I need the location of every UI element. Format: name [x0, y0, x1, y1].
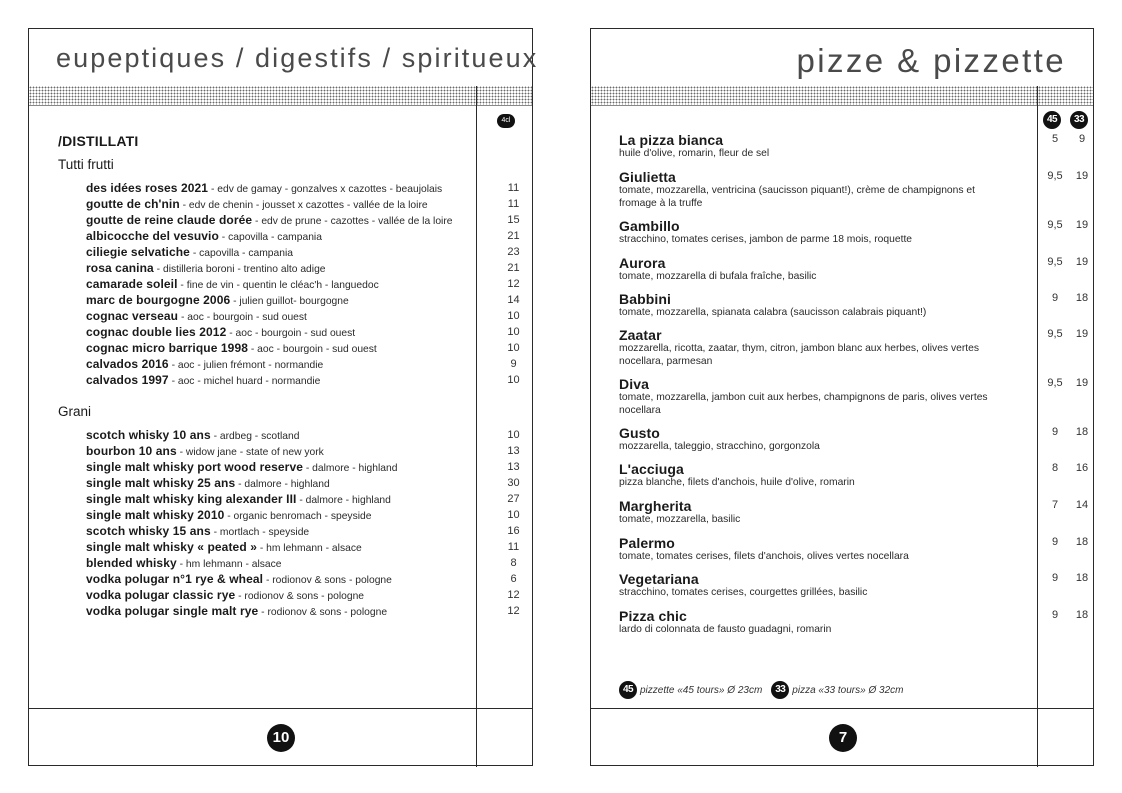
- section-title: /DISTILLATI: [58, 133, 139, 149]
- spirit-item: [86, 324, 528, 340]
- spirit-name: rosa canina: [86, 261, 154, 275]
- spirit-name: camarade soleil: [86, 277, 178, 291]
- spirit-name: cognac micro barrique 1998: [86, 341, 248, 355]
- spirit-description: - aoc - bourgoin - sud ouest: [226, 328, 356, 339]
- spirit-item: [86, 276, 528, 292]
- pizza-price-45: 9: [1051, 536, 1059, 548]
- spirit-item: [86, 308, 528, 324]
- pizza-price-33: 18: [1075, 426, 1089, 438]
- spirit-description: - rodionov & sons - pologne: [263, 575, 392, 586]
- pizza-description: huile d'olive, romarin, fleur de sel: [619, 148, 770, 159]
- pizza-description: tomate, mozzarella, spianata calabra (saucisson calabrais piquant!): [619, 307, 927, 318]
- pizza-price-33: 19: [1075, 256, 1089, 268]
- spirit-price: 13: [507, 461, 520, 473]
- pizza-price-33: 16: [1075, 462, 1089, 474]
- spirit-price: 10: [507, 326, 520, 338]
- pizza-price-45: 9,5: [1047, 328, 1063, 340]
- spirit-item: [86, 340, 528, 356]
- pizza-price-45: 7: [1051, 499, 1059, 511]
- pizza-price-45: 9: [1051, 426, 1059, 438]
- pizza-price-33: 19: [1075, 219, 1089, 231]
- spirit-name: bourbon 10 ans: [86, 444, 177, 458]
- size-badge-33: 33: [771, 681, 789, 699]
- spirit-description: - rodionov & sons - pologne: [235, 591, 365, 602]
- pizza-item: [619, 327, 1089, 368]
- spirit-description: - widow jane - state of new york: [176, 447, 324, 458]
- pizza-name: Zaatar: [619, 327, 662, 343]
- size-badge-45: 45: [619, 681, 637, 699]
- spirit-price: 6: [510, 573, 517, 585]
- spirit-description: - aoc - bourgoin - sud ouest: [248, 344, 377, 355]
- spirit-description: - edv de prune - cazottes - vallée de la loire: [252, 216, 453, 227]
- size-legend: [619, 681, 912, 699]
- pizza-item: [619, 571, 1089, 600]
- pizza-item: [619, 535, 1089, 564]
- page-title: pizze & pizzette: [796, 42, 1066, 79]
- spirit-price: 10: [507, 342, 520, 354]
- spirit-description: - dalmore - highland: [296, 495, 391, 506]
- spirit-description: - distilleria boroni - trentino alto adige: [153, 264, 326, 275]
- spirit-price: 8: [510, 557, 517, 569]
- footer-divider: [29, 708, 532, 709]
- pizza-description: pizza blanche, filets d'anchois, huile d'olive, romarin: [619, 477, 855, 488]
- spirit-item: [86, 459, 528, 475]
- pizza-item: [619, 425, 1089, 454]
- spirit-price: 11: [507, 541, 520, 553]
- spirit-description: - mortlach - speyside: [210, 527, 310, 538]
- spirit-description: - rodionov & sons - pologne: [258, 607, 388, 618]
- spirit-item: [86, 228, 528, 244]
- pizza-item: [619, 291, 1089, 320]
- page-number-badge: 10: [267, 724, 295, 752]
- spirit-item: [86, 180, 528, 196]
- spirit-price: 27: [507, 493, 520, 505]
- pizza-price-33: 9: [1078, 133, 1086, 145]
- spirit-item: [86, 475, 528, 491]
- pizza-price-33: 19: [1075, 328, 1089, 340]
- spirit-name: scotch whisky 10 ans: [86, 428, 211, 442]
- spirit-description: - dalmore - highland: [303, 463, 398, 474]
- spirit-price: 11: [507, 198, 520, 210]
- spirit-description: - aoc - julien frémont - normandie: [168, 360, 324, 371]
- spirit-price: 23: [507, 246, 520, 258]
- spirit-name: single malt whisky king alexander III: [86, 492, 297, 506]
- unit-badge: 4cl: [497, 114, 515, 128]
- spirit-name: blended whisky: [86, 556, 177, 570]
- spirit-description: - hm lehmann - alsace: [176, 559, 282, 570]
- spirit-item: [86, 292, 528, 308]
- pizza-description: mozzarella, taleggio, stracchino, gorgonzola: [619, 441, 820, 452]
- spirit-price: 12: [507, 589, 520, 601]
- page-number-badge: 7: [829, 724, 857, 752]
- spirit-item: [86, 507, 528, 523]
- pizza-price-45: 9,5: [1047, 377, 1063, 389]
- dotted-band: [29, 86, 532, 106]
- pizza-price-45: 9: [1051, 572, 1059, 584]
- pizza-name: Vegetariana: [619, 571, 699, 587]
- pizza-price-45: 9,5: [1047, 170, 1063, 182]
- spirit-name: ciliegie selvatiche: [86, 245, 190, 259]
- spirit-price: 21: [507, 262, 520, 274]
- spirits-list: [86, 427, 528, 619]
- spirit-description: - capovilla - campania: [189, 248, 293, 259]
- legend-text: pizza «33 tours» Ø 32cm: [792, 684, 904, 696]
- pizza-price-33: 19: [1075, 170, 1089, 182]
- spirit-price: 21: [507, 230, 520, 242]
- spirit-price: 30: [507, 477, 520, 489]
- spirit-price: 10: [507, 310, 520, 322]
- pizza-name: Babbini: [619, 291, 672, 307]
- pizza-price-45: 9,5: [1047, 219, 1063, 231]
- spirit-name: single malt whisky port wood reserve: [86, 460, 303, 474]
- spirit-item: [86, 555, 528, 571]
- spirit-price: 16: [507, 525, 520, 537]
- spirit-name: vodka polugar n°1 rye & wheal: [86, 572, 264, 586]
- spirit-price: 14: [507, 294, 520, 306]
- spirit-name: single malt whisky « peated »: [86, 540, 257, 554]
- spirit-item: [86, 260, 528, 276]
- spirit-description: - edv de gamay - gonzalves x cazottes - beaujolais: [208, 184, 443, 195]
- pizza-price-33: 14: [1075, 499, 1089, 511]
- spirit-name: marc de bourgogne 2006: [86, 293, 231, 307]
- spirit-price: 15: [507, 214, 520, 226]
- pizza-item: [619, 218, 1089, 247]
- pizza-name: L'acciuga: [619, 461, 684, 477]
- spirit-description: - hm lehmann - alsace: [256, 543, 362, 554]
- spirit-item: [86, 491, 528, 507]
- spirit-item: [86, 603, 528, 619]
- right-title-zone: [591, 29, 1093, 87]
- pizza-name: Margherita: [619, 498, 692, 514]
- size-badge-45: 45: [1043, 111, 1061, 129]
- pizza-description: stracchino, tomates cerises, jambon de parme 18 mois, roquette: [619, 234, 913, 245]
- spirit-price: 10: [507, 374, 520, 386]
- spirit-name: scotch whisky 15 ans: [86, 524, 211, 538]
- spirit-description: - edv de chenin - jousset x cazottes - vallée de la loire: [179, 200, 428, 211]
- pizza-name: Diva: [619, 376, 649, 392]
- spirit-item: [86, 587, 528, 603]
- pizza-description: tomate, mozzarella, ventricina (saucisson piquant!), crème de champignons et fromage à la truffe: [619, 185, 975, 209]
- left-menu-page: [28, 28, 539, 766]
- spirit-description: - aoc - michel huard - normandie: [168, 376, 321, 387]
- spirit-name: single malt whisky 2010: [86, 508, 225, 522]
- pizza-name: Pizza chic: [619, 608, 687, 624]
- spirit-price: 9: [510, 358, 517, 370]
- spirit-price: 10: [507, 429, 520, 441]
- spirit-price: 10: [507, 509, 520, 521]
- spirit-name: vodka polugar classic rye: [86, 588, 236, 602]
- pizza-item: [619, 461, 1089, 490]
- spirit-item: [86, 356, 528, 372]
- spirit-item: [86, 443, 528, 459]
- pizza-price-45: 8: [1051, 462, 1059, 474]
- spirit-name: vodka polugar single malt rye: [86, 604, 259, 618]
- spirit-description: - ardbeg - scotland: [210, 431, 300, 442]
- right-menu-page: [590, 28, 1094, 766]
- spirit-name: calvados 2016: [86, 357, 169, 371]
- spirit-description: - fine de vin - quentin le cléac'h - languedoc: [177, 280, 379, 291]
- pizza-item: [619, 498, 1089, 527]
- pizza-name: Gusto: [619, 425, 660, 441]
- legend-text: pizzette «45 tours» Ø 23cm: [640, 684, 763, 696]
- pizza-description: stracchino, tomates cerises, courgettes grillées, basilic: [619, 587, 868, 598]
- pizza-description: tomate, mozzarella, basilic: [619, 514, 741, 525]
- spirit-name: cognac verseau: [86, 309, 179, 323]
- pizza-name: Palermo: [619, 535, 675, 551]
- group-title: Tutti frutti: [58, 157, 114, 172]
- spirit-name: goutte de ch'nin: [86, 197, 180, 211]
- pizza-price-45: 9,5: [1047, 256, 1063, 268]
- spirit-name: albicocche del vesuvio: [86, 229, 219, 243]
- spirit-name: calvados 1997: [86, 373, 169, 387]
- spirit-name: single malt whisky 25 ans: [86, 476, 236, 490]
- pizza-description: tomate, tomates cerises, filets d'anchois, olives vertes nocellara: [619, 551, 909, 562]
- spirit-price: 11: [507, 182, 520, 194]
- spirit-description: - dalmore - highland: [235, 479, 330, 490]
- pizza-description: tomate, mozzarella di bufala fraîche, basilic: [619, 271, 817, 282]
- pizza-price-33: 18: [1075, 609, 1089, 621]
- group-title: Grani: [58, 404, 92, 419]
- pizza-name: La pizza bianca: [619, 132, 724, 148]
- spirit-description: - aoc - bourgoin - sud ouest: [178, 312, 307, 323]
- pizza-description: tomate, mozzarella, jambon cuit aux herbes, champignons de paris, olives vertes nocellara: [619, 392, 988, 416]
- spirit-item: [86, 196, 528, 212]
- pizza-price-45: 9: [1051, 292, 1059, 304]
- spirit-item: [86, 372, 528, 388]
- spirit-name: des idées roses 2021: [86, 181, 209, 195]
- spirit-price: 12: [507, 278, 520, 290]
- spirit-price: 13: [507, 445, 520, 457]
- left-title-zone: [29, 29, 539, 87]
- spirit-name: cognac double lies 2012: [86, 325, 227, 339]
- spirit-item: [86, 212, 528, 228]
- pizza-price-45: 9: [1051, 609, 1059, 621]
- pizza-description: lardo di colonnata de fausto guadagni, romarin: [619, 624, 832, 635]
- pizza-price-45: 5: [1051, 133, 1059, 145]
- pizza-price-33: 18: [1075, 536, 1089, 548]
- pizza-price-33: 19: [1075, 377, 1089, 389]
- spirit-item: [86, 427, 528, 443]
- dotted-band: [591, 86, 1093, 106]
- pizza-item: [619, 376, 1089, 417]
- pizza-item: [619, 608, 1089, 637]
- spirit-item: [86, 523, 528, 539]
- page-title: eupeptiques / digestifs / spiritueux: [56, 43, 539, 73]
- spirit-description: - capovilla - campania: [218, 232, 322, 243]
- spirit-description: - julien guillot- bourgogne: [230, 296, 349, 307]
- pizza-name: Gambillo: [619, 218, 680, 234]
- pizza-description: mozzarella, ricotta, zaatar, thym, citron, jambon blanc aux herbes, olives vertes nocellara, parmesan: [619, 343, 979, 367]
- spirit-description: - organic benromach - speyside: [224, 511, 372, 522]
- pizza-item: [619, 169, 1089, 210]
- pizza-price-33: 18: [1075, 572, 1089, 584]
- spirit-name: goutte de reine claude dorée: [86, 213, 253, 227]
- pizza-item: [619, 132, 1086, 161]
- spirit-price: 12: [507, 605, 520, 617]
- spirit-item: [86, 539, 528, 555]
- footer-divider: [591, 708, 1093, 709]
- spirits-list: [86, 180, 528, 388]
- spirit-item: [86, 244, 528, 260]
- spirit-item: [86, 571, 528, 587]
- size-badge-33: 33: [1070, 111, 1088, 129]
- pizza-price-33: 18: [1075, 292, 1089, 304]
- pizza-item: [619, 255, 1089, 284]
- pizza-name: Aurora: [619, 255, 666, 271]
- pizza-name: Giulietta: [619, 169, 676, 185]
